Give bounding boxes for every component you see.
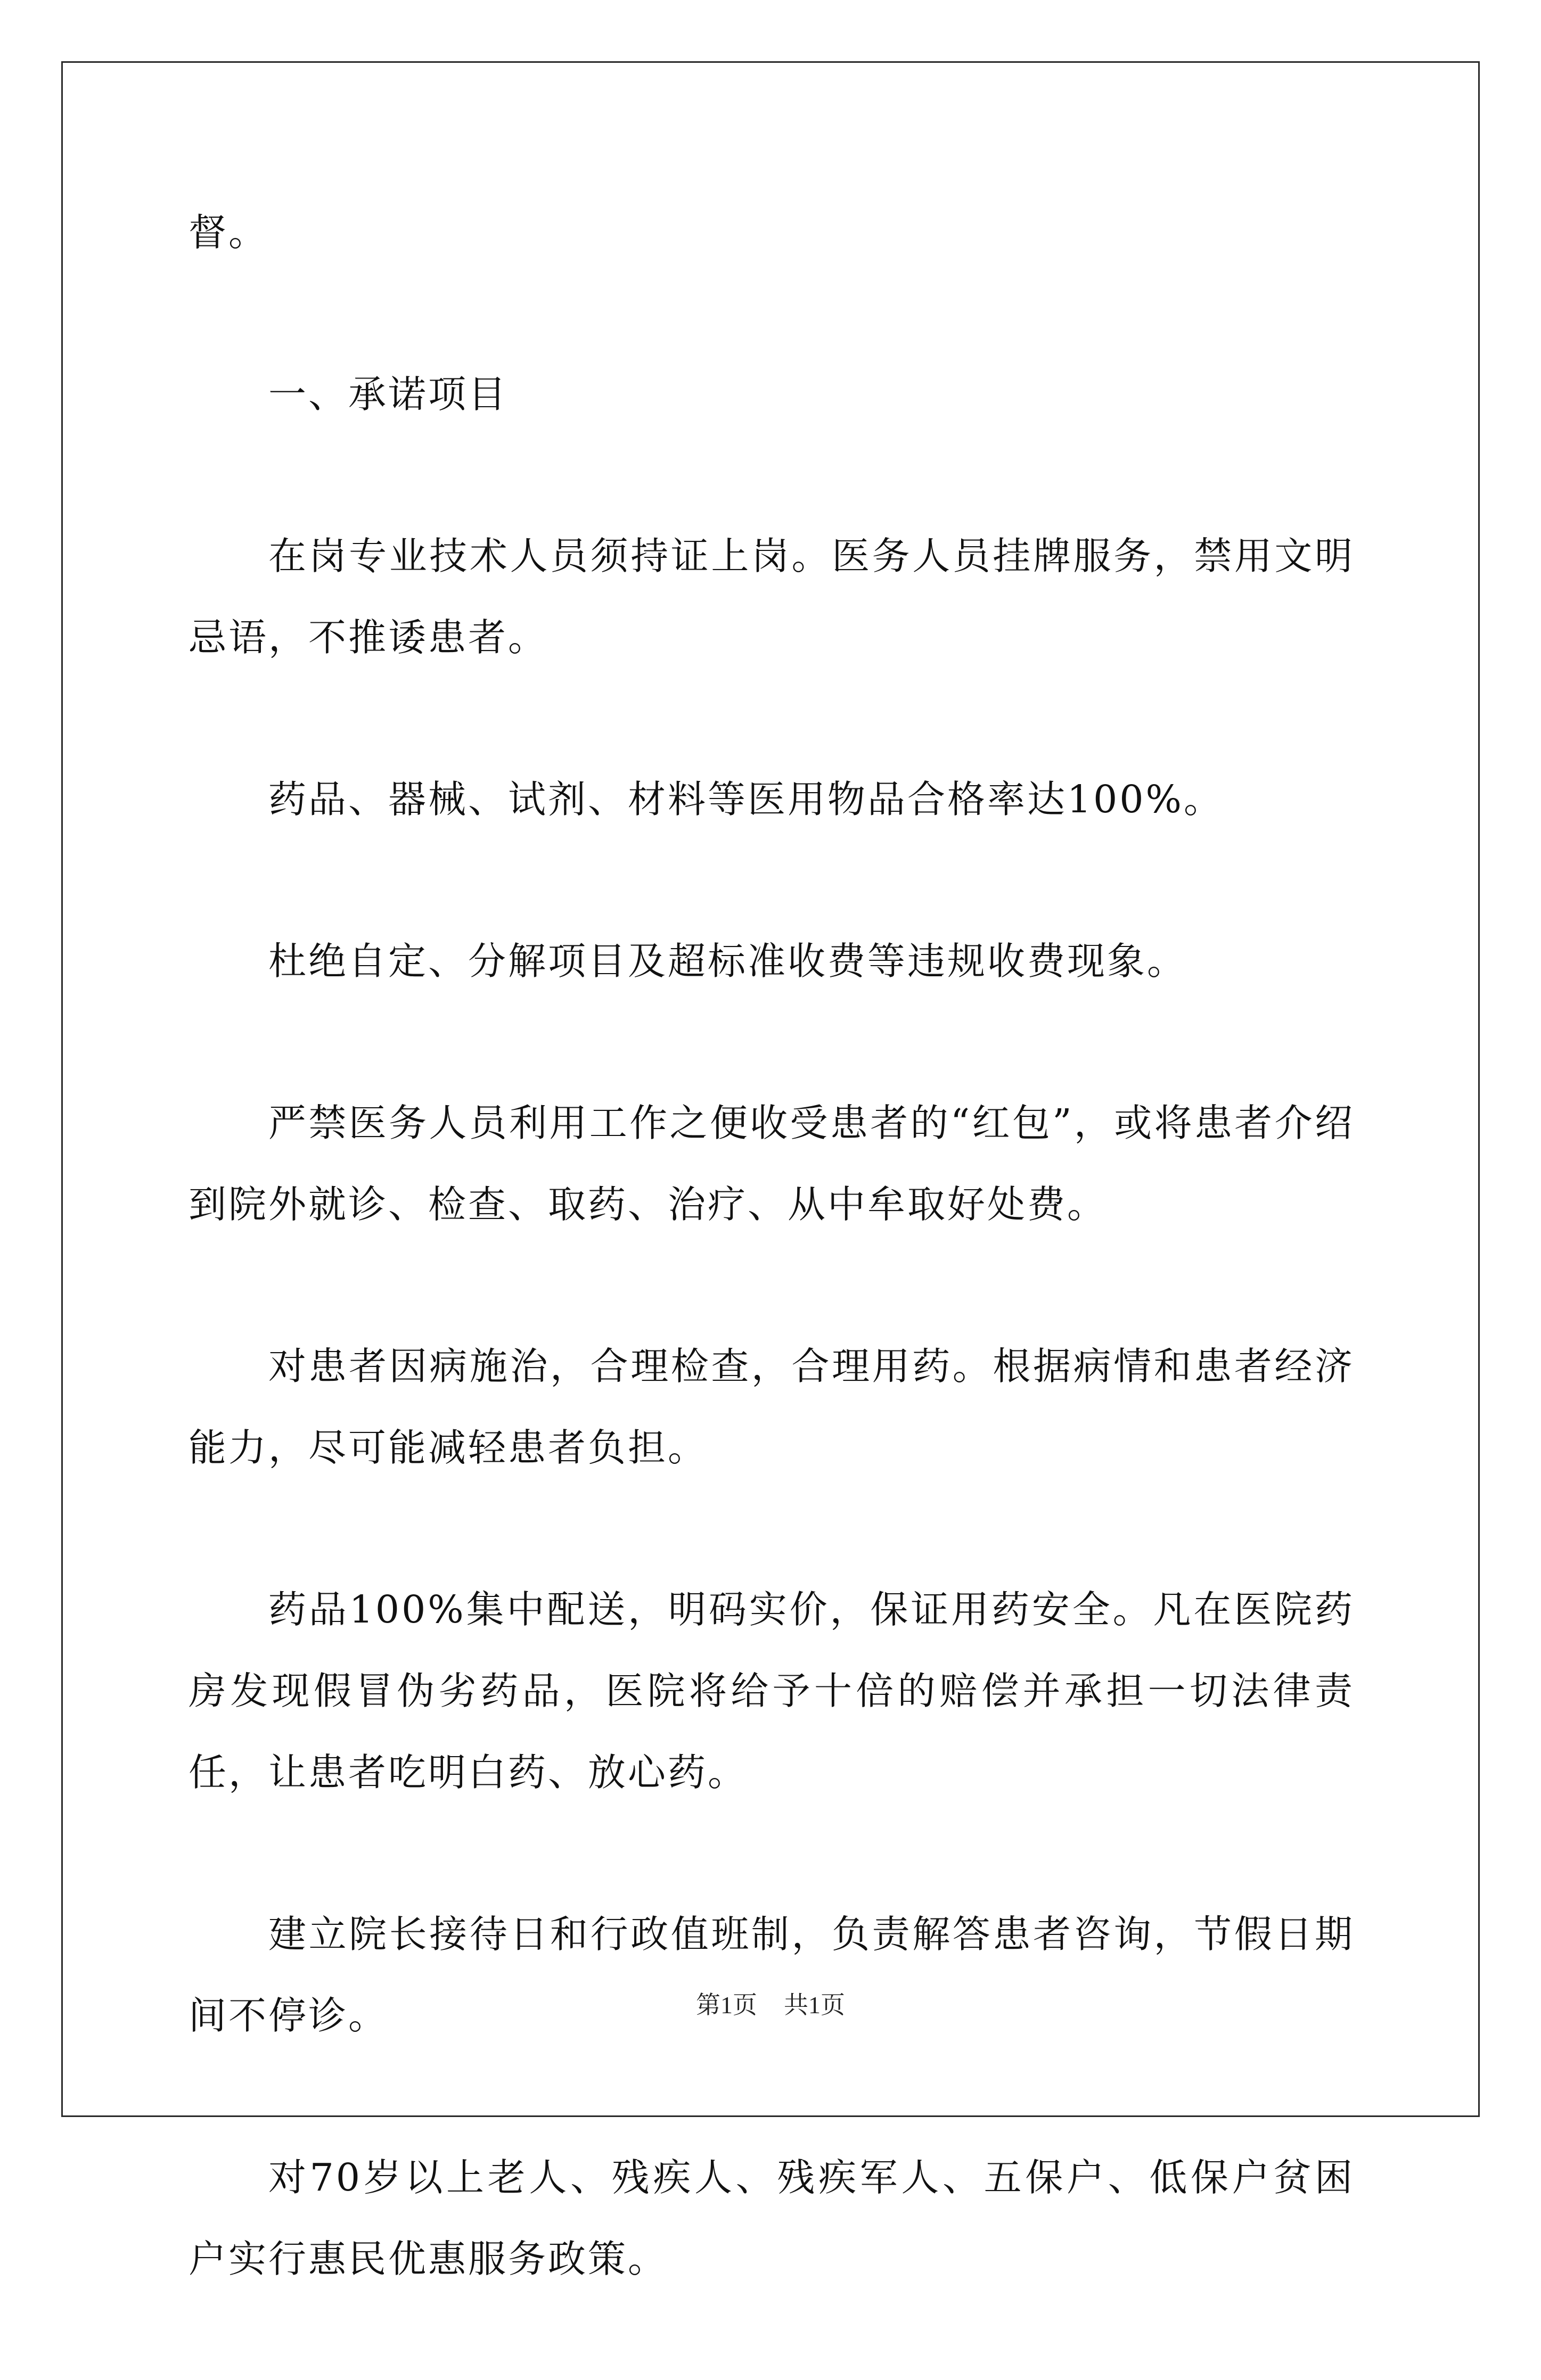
section-heading: 一、承诺项目	[268, 372, 509, 416]
paragraph: 药品、器械、试剂、材料等医用物品合格率达100%。	[268, 777, 1224, 821]
paragraph: 药品100%集中配送，明码实价，保证用药安全。凡在医院药房发现假冒伪劣药品，医院将给予十倍的赔偿并承担一切法律责任，让患者吃明白药、放心药。	[188, 1587, 1355, 1794]
paragraph: 对患者因病施治，合理检查，合理用药。根据病情和患者经济能力，尽可能减轻患者负担。	[188, 1344, 1355, 1470]
paragraph: 督。	[188, 210, 269, 254]
paragraph: 对70岁以上老人、残疾人、残疾军人、五保户、低保户贫困户实行惠民优惠服务政策。	[188, 2155, 1355, 2281]
paragraph: 严禁医务人员利用工作之便收受患者的“红包”，或将患者介绍到院外就诊、检查、取药、治疗、从中牟取好处费。	[188, 1101, 1355, 1226]
paragraph: 杜绝自定、分解项目及超标准收费等违规收费现象。	[268, 939, 1187, 983]
page-footer	[0, 1986, 1541, 2021]
page-number: 第1页	[696, 1991, 757, 2019]
page-total: 共1页	[784, 1991, 845, 2019]
document-body	[188, 192, 1355, 2380]
paragraph: 建立院长接待日和行政值班制，负责解答患者咨询，节假日期间不停诊。	[188, 1912, 1355, 2038]
paragraph: 在岗专业技术人员须持证上岗。医务人员挂牌服务，禁用文明忌语，不推诿患者。	[188, 534, 1355, 660]
